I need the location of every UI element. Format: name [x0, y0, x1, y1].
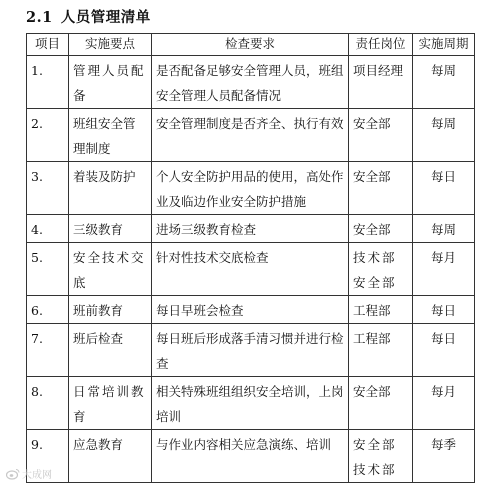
table-row: [27, 324, 475, 377]
row-requirement: 与作业内容相关应急演练、培训: [152, 430, 349, 483]
row-role: 工程部: [349, 324, 413, 377]
row-requirement: 是否配备足够安全管理人员，班组安全管理人员配备情况: [152, 56, 349, 109]
row-number: 6.: [27, 296, 69, 324]
section-title: 人员管理清单: [60, 9, 151, 26]
row-key-point: 班组安全管理制度: [69, 109, 152, 162]
row-period: 每日: [413, 296, 475, 324]
table-row: [27, 56, 475, 109]
row-requirement: 安全管理制度是否齐全、执行有效: [152, 109, 349, 162]
row-period: 每周: [413, 215, 475, 243]
row-number: 8.: [27, 377, 69, 430]
header-cell-period: 实施周期: [413, 34, 475, 56]
header-cell-item: 项目: [27, 34, 69, 56]
row-key-point: 着装及防护: [69, 162, 152, 215]
row-number: 4.: [27, 215, 69, 243]
row-key-point: 管理人员配备: [69, 56, 152, 109]
header-cell-key-point: 实施要点: [69, 34, 152, 56]
row-key-point: 应急教育: [69, 430, 152, 483]
table-row: [27, 243, 475, 296]
row-role: 安全部: [349, 377, 413, 430]
row-period: 每周: [413, 56, 475, 109]
row-role: 工程部: [349, 296, 413, 324]
row-key-point: 三级教育: [69, 215, 152, 243]
row-number: 1.: [27, 56, 69, 109]
row-key-point: 安全技术交底: [69, 243, 152, 296]
table-row: [27, 430, 475, 483]
row-role: 安全部技术部: [349, 430, 413, 483]
row-role: 项目经理: [349, 56, 413, 109]
row-requirement: 进场三级教育检查: [152, 215, 349, 243]
row-period: 每日: [413, 324, 475, 377]
table-row: [27, 377, 475, 430]
row-requirement: 个人安全防护用品的使用，高处作业及临边作业安全防护措施: [152, 162, 349, 215]
personnel-checklist-table: [26, 33, 475, 483]
table-row: [27, 109, 475, 162]
section-heading: [26, 6, 151, 27]
row-period: 每月: [413, 377, 475, 430]
header-cell-role: 责任岗位: [349, 34, 413, 56]
row-requirement: 每日班后形成落手清习惯并进行检查: [152, 324, 349, 377]
row-number: 2.: [27, 109, 69, 162]
row-role: 安全部: [349, 162, 413, 215]
row-key-point: 日常培训教育: [69, 377, 152, 430]
row-period: 每日: [413, 162, 475, 215]
row-role: 技术部安全部: [349, 243, 413, 296]
row-number: 3.: [27, 162, 69, 215]
row-requirement: 每日早班会检查: [152, 296, 349, 324]
row-number: 9.: [27, 430, 69, 483]
table-row: [27, 296, 475, 324]
row-requirement: 相关特殊班组组织安全培训，上岗培训: [152, 377, 349, 430]
row-role: 安全部: [349, 109, 413, 162]
row-key-point: 班后检查: [69, 324, 152, 377]
table-row: [27, 215, 475, 243]
row-key-point: 班前教育: [69, 296, 152, 324]
header-cell-requirement: 检查要求: [152, 34, 349, 56]
row-number: 5.: [27, 243, 69, 296]
weibo-icon: [6, 468, 20, 480]
table-header-row: [27, 34, 475, 56]
row-period: 每季: [413, 430, 475, 483]
row-number: 7.: [27, 324, 69, 377]
row-period: 每周: [413, 109, 475, 162]
row-period: 每月: [413, 243, 475, 296]
table-row: [27, 162, 475, 215]
row-requirement: 针对性技术交底检查: [152, 243, 349, 296]
section-number: 2.1: [26, 9, 53, 26]
watermark-text: 大成网: [22, 470, 52, 481]
row-role: 安全部: [349, 215, 413, 243]
watermark: [6, 466, 52, 481]
